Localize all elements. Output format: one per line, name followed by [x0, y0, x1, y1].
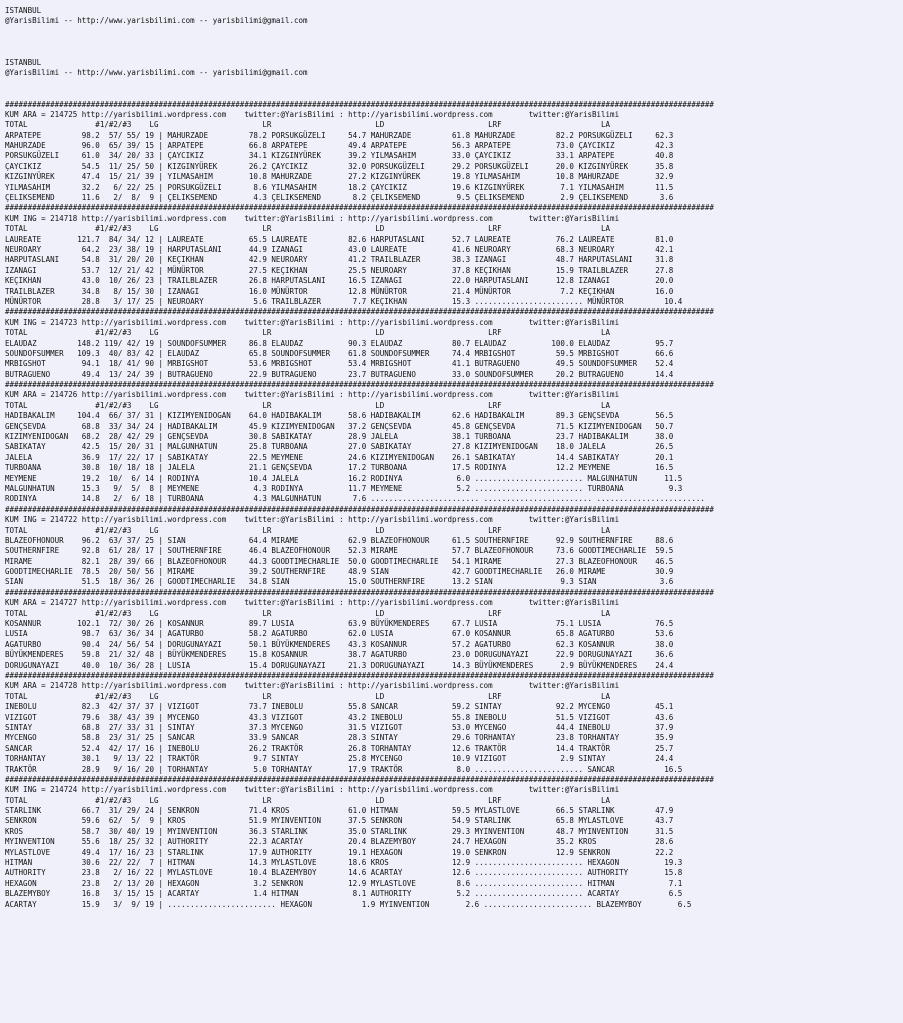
document-line: AUTHORITY 23.8 2/ 16/ 22 | MYLASTLOVE 10.4 BLAZEMYBOY 14.6 ACARTAY 12.6 ........................ AUTHORITY 15.8 — [5, 868, 683, 878]
document-line: BUTRAGUENO 49.4 13/ 24/ 39 | BUTRAGUENO 22.9 BUTRAGUENO 23.7 BUTRAGUENO 33.0 SOUNDOFSUMMER 20.2 BUTRAGUENO 14.4 — [5, 369, 674, 379]
document-line: DORUGUNAYAZI 40.0 10/ 36/ 28 | LUSIA 15.4 DORUGUNAYAZI 21.3 DORUGUNAYAZI 14.3 BÜYÜKMENDERES 2.9 BÜYÜKMENDERES 24.4 — [5, 660, 674, 670]
document-line: KUM ING = 214723 http://yarisbilimi.wordpress.com twitter:@YarisBilimi : http://yarisbilimi.wordpress.com twitter:@YarisBilimi — [5, 317, 620, 327]
document-line — [5, 79, 903, 89]
document-line: TOTAL #1/#2/#3 LG LR LD LRF LA — [5, 120, 611, 130]
document-line: RODINYA 14.8 2/ 6/ 18 | TURBOANA 4.3 MALGUNHATUN 7.6 ........................ ........................ ........................ — [5, 494, 705, 504]
document-line: ELAUDAZ 148.2 119/ 42/ 19 | SOUNDOFSUMMER 86.8 ELAUDAZ 90.3 ELAUDAZ 80.7 ELAUDAZ 100.0 ELAUDAZ 95.7 — [5, 338, 674, 348]
document-line: BLAZEOFHONOUR 96.2 63/ 37/ 25 | SIAN 64.4 MIRAME 62.9 BLAZEOFHONOUR 61.5 SOUTHERNFIRE 92.9 SOUTHERNFIRE 88.6 — [5, 535, 674, 545]
document-line: KUM ING = 214722 http://yarisbilimi.wordpress.com twitter:@YarisBilimi : http://yarisbilimi.wordpress.com twitter:@YarisBilimi — [5, 515, 620, 525]
document-line: MYINVENTION 55.6 18/ 25/ 32 | AUTHORITY 22.3 ACARTAY 20.4 BLAZEMYBOY 24.7 HEXAGON 35.2 KROS 28.6 — [5, 837, 674, 847]
document-line: ARPATEPE 98.2 57/ 55/ 19 | MAHURZADE 78.2 PORSUKGÜZELI 54.7 MAHURZADE 61.8 MAHURZADE 82.2 PORSUKGÜZELI 62.3 — [5, 130, 674, 140]
document-line: PORSUKGÜZELI 61.0 34/ 20/ 33 | ÇAYCIKIZ 34.1 KIZGINYÜREK 39.2 YILMASAHIM 33.0 ÇAYCIKIZ 33.1 ARPATEPE 40.8 — [5, 151, 674, 161]
document-line — [5, 27, 903, 37]
document-line: IZANAGI 53.7 12/ 21/ 42 | MÜNÜRTOR 27.5 KEÇIKHAN 25.5 NEUROARY 37.8 KEÇIKHAN 15.9 TRAILBLAZER 27.8 — [5, 265, 674, 275]
document-line: TRAILBLAZER 34.8 8/ 15/ 30 | IZANAGI 16.0 MÜNÜRTOR 12.8 MÜNÜRTOR 21.4 MÜNÜRTOR 7.2 KEÇIKHAN 16.0 — [5, 286, 674, 296]
document-line — [5, 48, 903, 58]
document-line: SIAN 51.5 18/ 36/ 26 | GOODTIMECHARLIE 34.8 SIAN 15.0 SOUTHERNFIRE 13.2 SIAN 9.3 SIAN 3.6 — [5, 577, 674, 587]
document-line: MEYMENE 19.2 10/ 6/ 14 | RODINYA 10.4 JALELA 16.2 RODINYA 6.0 ........................ MALGUNHATUN 11.5 — [5, 473, 683, 483]
document-line: SABIKATAY 42.5 15/ 20/ 31 | MALGUNHATUN 25.8 TURBOANA 27.0 SABIKATAY 27.8 KIZIMYENIDOGAN 18.0 JALELA 26.5 — [5, 442, 674, 452]
document-line: KUM ING = 214724 http://yarisbilimi.wordpress.com twitter:@YarisBilimi : http://yarisbilimi.wordpress.com twitter:@YarisBilimi — [5, 785, 620, 795]
document-line: TOTAL #1/#2/#3 LG LR LD LRF LA — [5, 608, 611, 618]
document-line: SENKRON 59.6 62/ 5/ 9 | KROS 51.9 MYINVENTION 37.5 SENKRON 54.9 STARLINK 65.8 MYLASTLOVE 43.7 — [5, 816, 674, 826]
document-line: VIZIGOT 79.6 38/ 43/ 39 | MYCENGO 43.3 VIZIGOT 43.2 INEBOLU 55.8 INEBOLU 51.5 VIZIGOT 43.6 — [5, 712, 674, 722]
document-line: ACARTAY 15.9 3/ 9/ 19 | ........................ HEXAGON 1.9 MYINVENTION 2.6 ........................ BLAZEMYBOY 6.5 — [5, 899, 692, 909]
document-line: MRBIGSHOT 94.1 18/ 41/ 90 | MRBIGSHOT 53.6 MRBIGSHOT 53.4 MRBIGSHOT 41.1 BUTRAGUENO 49.5 SOUNDOFSUMMER 52.4 — [5, 359, 674, 369]
document-line: MAHURZADE 96.0 65/ 39/ 15 | ARPATEPE 66.8 ARPATEPE 49.4 ARPATEPE 56.3 ARPATEPE 73.0 ÇAYCIKIZ 42.3 — [5, 141, 674, 151]
document-line: BÜYÜKMENDERES 59.8 21/ 32/ 48 | BÜYÜKMENDERES 15.8 KOSANNUR 38.7 AGATURBO 23.0 DORUGUNAYAZI 22.9 DORUGUNAYAZI 36.6 — [5, 650, 674, 660]
document-line: HEXAGON 23.8 2/ 13/ 20 | HEXAGON 3.2 SENKRON 12.9 MYLASTLOVE 8.6 ........................ HITMAN 7.1 — [5, 878, 683, 888]
document-line: GOODTIMECHARLIE 78.5 20/ 50/ 56 | MIRAME 39.2 SOUTHERNFIRE 48.9 SIAN 42.7 GOODTIMECHARLIE 26.0 MIRAME 30.9 — [5, 567, 674, 577]
document-line: MÜNÜRTOR 28.8 3/ 17/ 25 | NEUROARY 5.6 TRAILBLAZER 7.7 KEÇIKHAN 15.3 ........................ MÜNÜRTOR 10.4 — [5, 296, 683, 306]
document-line: TRAKTÖR 28.9 9/ 16/ 20 | TORHANTAY 5.0 TORHANTAY 17.9 TRAKTÖR 8.0 ........................ SANCAR 16.5 — [5, 764, 683, 774]
document-line: TOTAL #1/#2/#3 LG LR LD LRF LA — [5, 795, 611, 805]
document-line: TOTAL #1/#2/#3 LG LR LD LRF LA — [5, 224, 611, 234]
document-line: TOTAL #1/#2/#3 LG LR LD LRF LA — [5, 400, 611, 410]
document-line: TORHANTAY 30.1 9/ 13/ 22 | TRAKTÖR 9.7 SINTAY 25.8 MYCENGO 10.9 VIZIGOT 2.9 SINTAY 24.4 — [5, 754, 674, 764]
document-line: SOUNDOFSUMMER 109.3 40/ 83/ 42 | ELAUDAZ 65.8 SOUNDOFSUMMER 61.8 SOUNDOFSUMMER 74.4 MRBIGSHOT 59.5 MRBIGSHOT 66.6 — [5, 348, 674, 358]
document-line: @YarisBilimi -- http://www.yarisbilimi.com -- yarisbilimi@gmail.com — [5, 68, 308, 78]
document-line: SINTAY 68.8 27/ 33/ 31 | SINTAY 37.3 MYCENGO 31.5 VIZIGOT 53.0 MYCENGO 44.4 INEBOLU 37.9 — [5, 722, 674, 732]
document-line: ############################################################################################################################################################# — [5, 380, 714, 390]
document-line: SOUTHERNFIRE 92.8 61/ 28/ 17 | SOUTHERNFIRE 46.4 BLAZEOFHONOUR 52.3 MIRAME 57.7 BLAZEOFHONOUR 73.6 GOODTIMECHARLIE 59.5 — [5, 546, 674, 556]
document-line: KIZGINYÜREK 47.4 15/ 21/ 39 | YILMASAHIM 10.8 MAHURZADE 27.2 KIZGINYÜREK 19.8 YILMASAHIM 10.8 MAHURZADE 32.9 — [5, 172, 674, 182]
document-line: KUM ING = 214718 http://yarisbilimi.wordpress.com twitter:@YarisBilimi : http://yarisbilimi.wordpress.com twitter:@YarisBilimi — [5, 213, 620, 223]
document-line: MYCENGO 58.8 23/ 31/ 25 | SANCAR 33.9 SANCAR 28.3 SINTAY 29.6 TORHANTAY 23.8 TORHANTAY 35.9 — [5, 733, 674, 743]
document-line: TOTAL #1/#2/#3 LG LR LD LRF LA — [5, 691, 611, 701]
document-line: ############################################################################################################################################################# — [5, 671, 714, 680]
document-line: HARPUTASLANI 54.8 31/ 20/ 20 | KEÇIKHAN 42.9 NEUROARY 41.2 TRAILBLAZER 38.3 IZANAGI 48.7 HARPUTASLANI 31.8 — [5, 255, 674, 265]
document-line: HADIBAKALIM 104.4 66/ 37/ 31 | KIZIMYENIDOGAN 64.0 HADIBAKALIM 58.6 HADIBAKALIM 62.6 HADIBAKALIM 89.3 GENÇSEVDA 56.5 — [5, 411, 674, 421]
document-line: MALGUNHATUN 15.3 9/ 5/ 8 | MEYMENE 4.3 RODINYA 11.7 MEYMENE 5.2 ........................ TURBOANA 9.3 — [5, 483, 683, 493]
document-line: HITMAN 30.6 22/ 22/ 7 | HITMAN 14.3 MYLASTLOVE 18.6 KROS 12.9 ........................ HEXAGON 19.3 — [5, 858, 683, 868]
document-line: ############################################################################################################################################################# — [5, 774, 714, 784]
document-line: MIRAME 82.1 28/ 39/ 66 | BLAZEOFHONOUR 44.3 GOODTIMECHARLIE 50.0 GOODTIMECHARLIE 54.1 MIRAME 27.3 BLAZEOFHONOUR 46.5 — [5, 556, 674, 566]
document-line: LUSIA 98.7 63/ 36/ 34 | AGATURBO 58.2 AGATURBO 62.0 LUSIA 67.0 KOSANNUR 65.8 AGATURBO 53.6 — [5, 629, 674, 639]
document-line: ÇELIKSEMEND 11.6 2/ 8/ 9 | ÇELIKSEMEND 4.3 ÇELIKSEMEND 8.2 ÇELIKSEMEND 9.5 ÇELIKSEMEND 2.9 ÇELIKSEMEND 3.6 — [5, 193, 674, 203]
document-line: ############################################################################################################################################################# — [5, 203, 714, 213]
document-line: ISTANBUL — [5, 57, 42, 67]
document-line: KUM ARA = 214728 http://yarisbilimi.wordpress.com twitter:@YarisBilimi : http://yarisbilimi.wordpress.com twitter:@YarisBilimi — [5, 681, 620, 691]
document-line: MYLASTLOVE 49.4 17/ 16/ 23 | STARLINK 17.9 AUTHORITY 19.1 HEXAGON 19.0 SENKRON 12.9 SENKRON 22.2 — [5, 847, 674, 857]
document-line: KUM ARA = 214726 http://yarisbilimi.wordpress.com twitter:@YarisBilimi : http://yarisbilimi.wordpress.com twitter:@YarisBilimi — [5, 390, 620, 400]
document-line: BLAZEMYBOY 16.8 3/ 15/ 15 | ACARTAY 1.4 HITMAN 8.1 AUTHORITY 5.2 ........................ ACARTAY 6.5 — [5, 889, 683, 899]
document-line: AGATURBO 90.4 24/ 56/ 54 | DORUGUNAYAZI 50.1 BÜYÜKMENDERES 43.3 KOSANNUR 57.2 AGATURBO 62.3 KOSANNUR 38.0 — [5, 639, 674, 649]
document-line — [5, 37, 903, 47]
document-line: STARLINK 66.7 31/ 29/ 24 | SENKRON 71.4 KROS 61.0 HITMAN 59.5 MYLASTLOVE 66.5 STARLINK 47.9 — [5, 806, 674, 816]
document-line: ############################################################################################################################################################# — [5, 99, 714, 109]
document-line: KROS 58.7 30/ 40/ 19 | MYINVENTION 36.3 STARLINK 35.0 STARLINK 29.3 MYINVENTION 48.7 MYINVENTION 31.5 — [5, 826, 674, 836]
document-line: ############################################################################################################################################################# — [5, 307, 714, 317]
document-line: NEUROARY 64.2 23/ 38/ 19 | HARPUTASLANI 44.9 IZANAGI 43.0 LAUREATE 41.6 NEUROARY 68.3 NEUROARY 42.1 — [5, 244, 674, 254]
document-line: SANCAR 52.4 42/ 17/ 16 | INEBOLU 26.2 TRAKTÖR 26.8 TORHANTAY 12.6 TRAKTÖR 14.4 TRAKTÖR 25.7 — [5, 743, 674, 753]
document-line — [5, 89, 903, 99]
document-line: ÇAYCIKIZ 54.5 11/ 25/ 50 | KIZGINYÜREK 26.2 ÇAYCIKIZ 32.0 PORSUKGÜZELI 29.2 PORSUKGÜZELI 20.0 KIZGINYÜREK 35.8 — [5, 161, 674, 171]
document-line: TOTAL #1/#2/#3 LG LR LD LRF LA — [5, 328, 611, 338]
document-line: KIZIMYENIDOGAN 68.2 28/ 42/ 29 | GENÇSEVDA 30.8 SABIKATAY 28.9 JALELA 38.1 TURBOANA 23.7 HADIBAKALIM 38.0 — [5, 432, 674, 442]
document-line: KEÇIKHAN 43.0 10/ 26/ 23 | TRAILBLAZER 26.8 HARPUTASLANI 16.5 IZANAGI 22.0 HARPUTASLANI 12.8 IZANAGI 20.0 — [5, 276, 674, 286]
document-line: ############################################################################################################################################################# — [5, 587, 714, 597]
document-line: YILMASAHIM 32.2 6/ 22/ 25 | PORSUKGÜZELI 8.6 YILMASAHIM 18.2 ÇAYCIKIZ 19.6 KIZGINYÜREK 7.1 YILMASAHIM 11.5 — [5, 182, 674, 192]
document-line: LAUREATE 121.7 84/ 34/ 12 | LAUREATE 65.5 LAUREATE 82.6 HARPUTASLANI 52.7 LAUREATE 76.2 LAUREATE 81.0 — [5, 234, 674, 244]
document-line: ############################################################################################################################################################# — [5, 504, 714, 514]
document-line: ISTANBUL — [5, 6, 42, 15]
document-line: KUM ARA = 214727 http://yarisbilimi.wordpress.com twitter:@YarisBilimi : http://yarisbilimi.wordpress.com twitter:@YarisBilimi — [5, 598, 620, 608]
document-line: KUM ARA = 214725 http://yarisbilimi.wordpress.com twitter:@YarisBilimi : http://yarisbilimi.wordpress.com twitter:@YarisBilimi — [5, 109, 620, 119]
document-line: INEBOLU 82.3 42/ 37/ 37 | VIZIGOT 73.7 INEBOLU 55.8 SANCAR 59.2 SINTAY 92.2 MYCENGO 45.1 — [5, 702, 674, 712]
document-line: TOTAL #1/#2/#3 LG LR LD LRF LA — [5, 525, 611, 535]
document-line: GENÇSEVDA 68.8 33/ 34/ 24 | HADIBAKALIM 45.9 KIZIMYENIDOGAN 37.2 GENÇSEVDA 45.8 GENÇSEVDA 71.5 KIZIMYENIDOGAN 50.7 — [5, 421, 674, 431]
document-line: JALELA 36.9 17/ 22/ 17 | SABIKATAY 22.5 MEYMENE 24.6 KIZIMYENIDOGAN 26.1 SABIKATAY 14.4 SABIKATAY 20.1 — [5, 452, 674, 462]
document-line: TURBOANA 30.8 10/ 18/ 18 | JALELA 21.1 GENÇSEVDA 17.2 TURBOANA 17.5 RODINYA 12.2 MEYMENE 16.5 — [5, 463, 674, 473]
document-line: KOSANNUR 102.1 72/ 30/ 26 | KOSANNUR 89.7 LUSIA 63.9 BÜYÜKMENDERES 67.7 LUSIA 75.1 LUSIA 76.5 — [5, 619, 674, 629]
document-line: @YarisBilimi -- http://www.yarisbilimi.com -- yarisbilimi@gmail.com — [5, 16, 308, 26]
